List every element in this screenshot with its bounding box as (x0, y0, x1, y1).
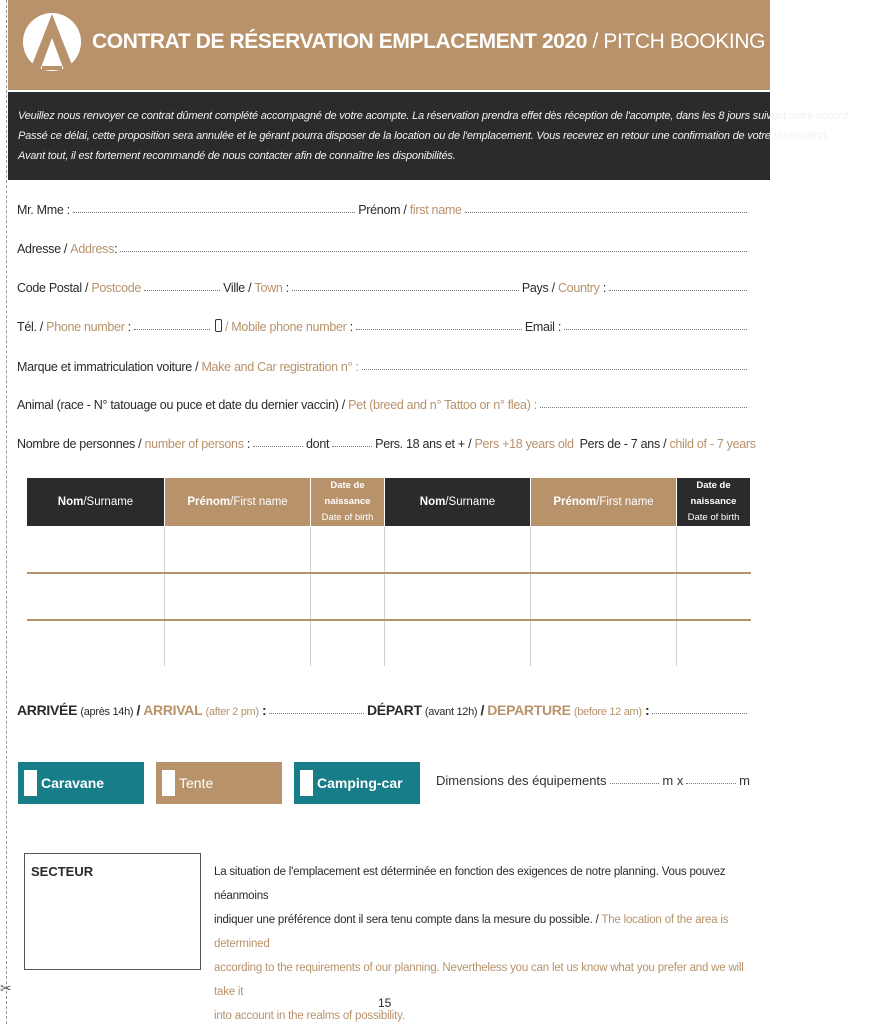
col-firstname-2-bold: Prénom (553, 496, 597, 508)
town-field[interactable] (292, 290, 519, 291)
departure-colon: : (644, 702, 650, 718)
pet-label-en: Pet (breed and n° Tattoo or n° flea) : (348, 398, 537, 412)
tel-label-en: Phone number (46, 320, 125, 334)
postcode-label-en: Postcode (91, 281, 142, 295)
dont-label: dont (306, 437, 330, 451)
col-birthdate-1 (311, 478, 385, 527)
departure-label-en: DEPARTURE (487, 702, 571, 718)
departure-field[interactable] (652, 713, 747, 714)
table-cell[interactable] (677, 620, 751, 666)
col-firstname-2-rest: /First name (596, 496, 654, 508)
persons-colon: : (246, 437, 251, 451)
secteur-description (214, 860, 754, 1028)
intro-line-3: Avant tout, il est fortement recommandé de nous contacter afin de connaître les disponibilités. (18, 150, 456, 162)
table-cell[interactable] (385, 527, 531, 574)
col-birthdate-2-fr: Date de naissance (690, 480, 737, 507)
arrival-field[interactable] (269, 713, 364, 714)
campingcar-option[interactable] (294, 762, 420, 804)
mobile-label-en: / Mobile phone number (224, 320, 347, 334)
table-cell[interactable] (531, 620, 677, 666)
arrival-colon: : (261, 702, 267, 718)
page-number: 15 (378, 996, 392, 1010)
email-field[interactable] (564, 329, 747, 330)
car-label-en: Make and Car registration n° : (201, 360, 359, 374)
col-birthdate-1-fr: Date de naissance (324, 480, 371, 507)
caravane-option[interactable] (18, 762, 144, 804)
table-row (27, 527, 751, 574)
cut-line (6, 0, 7, 1024)
table-cell[interactable] (27, 620, 165, 666)
phone-field[interactable] (134, 329, 210, 330)
departure-label-fr: DÉPART (367, 702, 422, 718)
col-surname-2-rest: /Surname (445, 496, 496, 508)
secteur-line-4: into account in the realms of possibility. (214, 1010, 405, 1022)
town-colon: : (285, 281, 289, 295)
intro-line-1: Veuillez nous renvoyer ce contrat dûment complété accompagné de votre acompte. La réservation prendra effet dès réception de l'acompte, dans les 8 jours suivant notre accord. (18, 110, 851, 122)
table-cell[interactable] (165, 527, 311, 574)
secteur-line-2-en: The location of the area is determined (214, 914, 729, 950)
table-cell[interactable] (385, 620, 531, 666)
car-label-fr: Marque et immatriculation voiture / (17, 360, 199, 374)
adults-label-en: Pers +18 years old (474, 437, 574, 451)
adults-label-fr: Pers. 18 ans et + / (375, 437, 472, 451)
title-bold: CONTRAT DE RÉSERVATION EMPLACEMENT 2020 (92, 30, 588, 53)
secteur-line-2 (214, 908, 754, 956)
persons-label-en: number of persons (144, 437, 244, 451)
email-label: Email : (524, 320, 561, 334)
caravane-checkbox[interactable] (24, 770, 37, 796)
arrival-label-en: ARRIVAL (143, 702, 203, 718)
address-row (17, 236, 750, 256)
col-firstname-1-rest: /First name (230, 496, 288, 508)
col-surname-2 (385, 478, 531, 527)
secteur-box[interactable] (24, 853, 201, 970)
mobile-phone-icon (215, 319, 222, 332)
col-firstname-1 (165, 478, 311, 527)
car-field[interactable] (362, 369, 747, 370)
arrival-slash: / (136, 702, 141, 718)
table-cell[interactable] (677, 573, 751, 620)
col-firstname-2 (531, 478, 677, 527)
mobile-field[interactable] (356, 329, 522, 330)
phone-row (17, 314, 750, 334)
intro-line-2: Passé ce délai, cette proposition sera annulée et le gérant pourra disposer de la location ou de l'emplacement. Vous recevrez en retour une confirmation de votre réservation. (18, 130, 829, 142)
firstname-field[interactable] (465, 212, 747, 213)
dimensions-unit-m: m (739, 773, 750, 788)
persons-row (17, 431, 756, 451)
persons-table (26, 477, 751, 666)
table-cell[interactable] (531, 573, 677, 620)
col-surname-1 (27, 478, 165, 527)
country-label-fr: Pays / (521, 281, 555, 295)
logo-icon (22, 8, 82, 82)
header-banner (8, 0, 881, 90)
secteur-title: SECTEUR (31, 864, 94, 879)
firstname-label-en: first name (409, 203, 462, 217)
address-colon: : (114, 242, 118, 256)
table-cell[interactable] (311, 573, 385, 620)
col-surname-1-bold: Nom (57, 496, 84, 508)
departure-time-fr: (avant 12h) (424, 706, 478, 718)
pet-row (17, 392, 750, 412)
postcode-label-fr: Code Postal / (17, 281, 89, 295)
table-cell[interactable] (27, 527, 165, 574)
name-label: Mr. Mme : (17, 203, 70, 217)
persons-label-fr: Nombre de personnes / (17, 437, 142, 451)
arrival-departure-row (17, 698, 750, 718)
dimensions-label: Dimensions des équipements (436, 773, 607, 788)
country-field[interactable] (609, 290, 747, 291)
name-field[interactable] (73, 212, 355, 213)
secteur-line-3: according to the requirements of our planning. Nevertheless you can let us know what you prefer and we will take it (214, 962, 744, 998)
scissors-icon: ✂ (0, 980, 12, 996)
page-title (92, 30, 881, 54)
departure-time-en: (before 12 am) (573, 706, 642, 718)
tente-label: Tente (179, 775, 214, 791)
address-label-en: Address (70, 242, 115, 256)
secteur-line-1: La situation de l'emplacement est déterminée en fonction des exigences de notre planning. Vous pouvez néanmoins (214, 866, 726, 902)
table-cell[interactable] (531, 527, 677, 574)
col-surname-1-rest: /Surname (83, 496, 134, 508)
tente-option[interactable] (156, 762, 282, 804)
arrival-label-fr: ARRIVÉE (17, 702, 78, 718)
secteur-line-2-fr: indiquer une préférence dont il sera tenu compte dans la mesure du possible. / (214, 914, 599, 926)
tel-colon: : (127, 320, 131, 334)
pet-field[interactable] (540, 407, 747, 408)
postcode-row (17, 275, 750, 295)
caravane-label: Caravane (41, 775, 105, 791)
departure-slash: / (480, 702, 485, 718)
dimensions-row (436, 773, 750, 788)
tel-label-fr: Tél. / (17, 320, 43, 334)
title-rest: / PITCH BOOKING FORM 2020 (587, 30, 881, 53)
name-row (17, 197, 750, 217)
intro-text (8, 92, 851, 180)
address-label-fr: Adresse / (17, 242, 68, 256)
persons-field[interactable] (253, 446, 303, 447)
col-birthdate-2-en: Date of birth (687, 512, 740, 523)
pet-label-fr: Animal (race - N° tatouage ou puce et date du dernier vaccin) / (17, 398, 345, 412)
campingcar-checkbox[interactable] (300, 770, 313, 796)
dimensions-unit-x: m x (662, 773, 684, 788)
table-cell[interactable] (27, 573, 165, 620)
col-firstname-1-bold: Prénom (187, 496, 231, 508)
table-cell[interactable] (165, 620, 311, 666)
car-row (17, 354, 750, 374)
children-label-en: child of - 7 years (669, 437, 756, 451)
table-row (27, 620, 751, 666)
table-cell[interactable] (165, 573, 311, 620)
town-label-en: Town (254, 281, 283, 295)
arrival-time-en: (after 2 pm) (205, 706, 259, 718)
mobile-colon: : (349, 320, 353, 334)
table-cell[interactable] (385, 573, 531, 620)
campingcar-label: Camping-car (317, 775, 403, 791)
table-cell[interactable] (311, 620, 385, 666)
adults-field[interactable] (332, 446, 372, 447)
town-label-fr: Ville / (223, 281, 252, 295)
address-field[interactable] (120, 251, 747, 252)
col-birthdate-1-en: Date of birth (321, 512, 374, 523)
col-birthdate-2 (677, 478, 751, 527)
dimensions-width-field[interactable] (686, 783, 736, 784)
postcode-field[interactable] (144, 290, 220, 291)
table-header-row (27, 478, 751, 527)
dimensions-length-field[interactable] (610, 783, 660, 784)
tente-checkbox[interactable] (162, 770, 175, 796)
firstname-label-fr: Prénom / (358, 203, 407, 217)
col-surname-2-bold: Nom (419, 496, 446, 508)
country-colon: : (602, 281, 606, 295)
arrival-time-fr: (après 14h) (80, 706, 134, 718)
table-cell[interactable] (677, 527, 751, 574)
table-cell[interactable] (311, 527, 385, 574)
children-label-fr: Pers de - 7 ans / (579, 437, 667, 451)
country-label-en: Country (557, 281, 600, 295)
table-row (27, 573, 751, 620)
